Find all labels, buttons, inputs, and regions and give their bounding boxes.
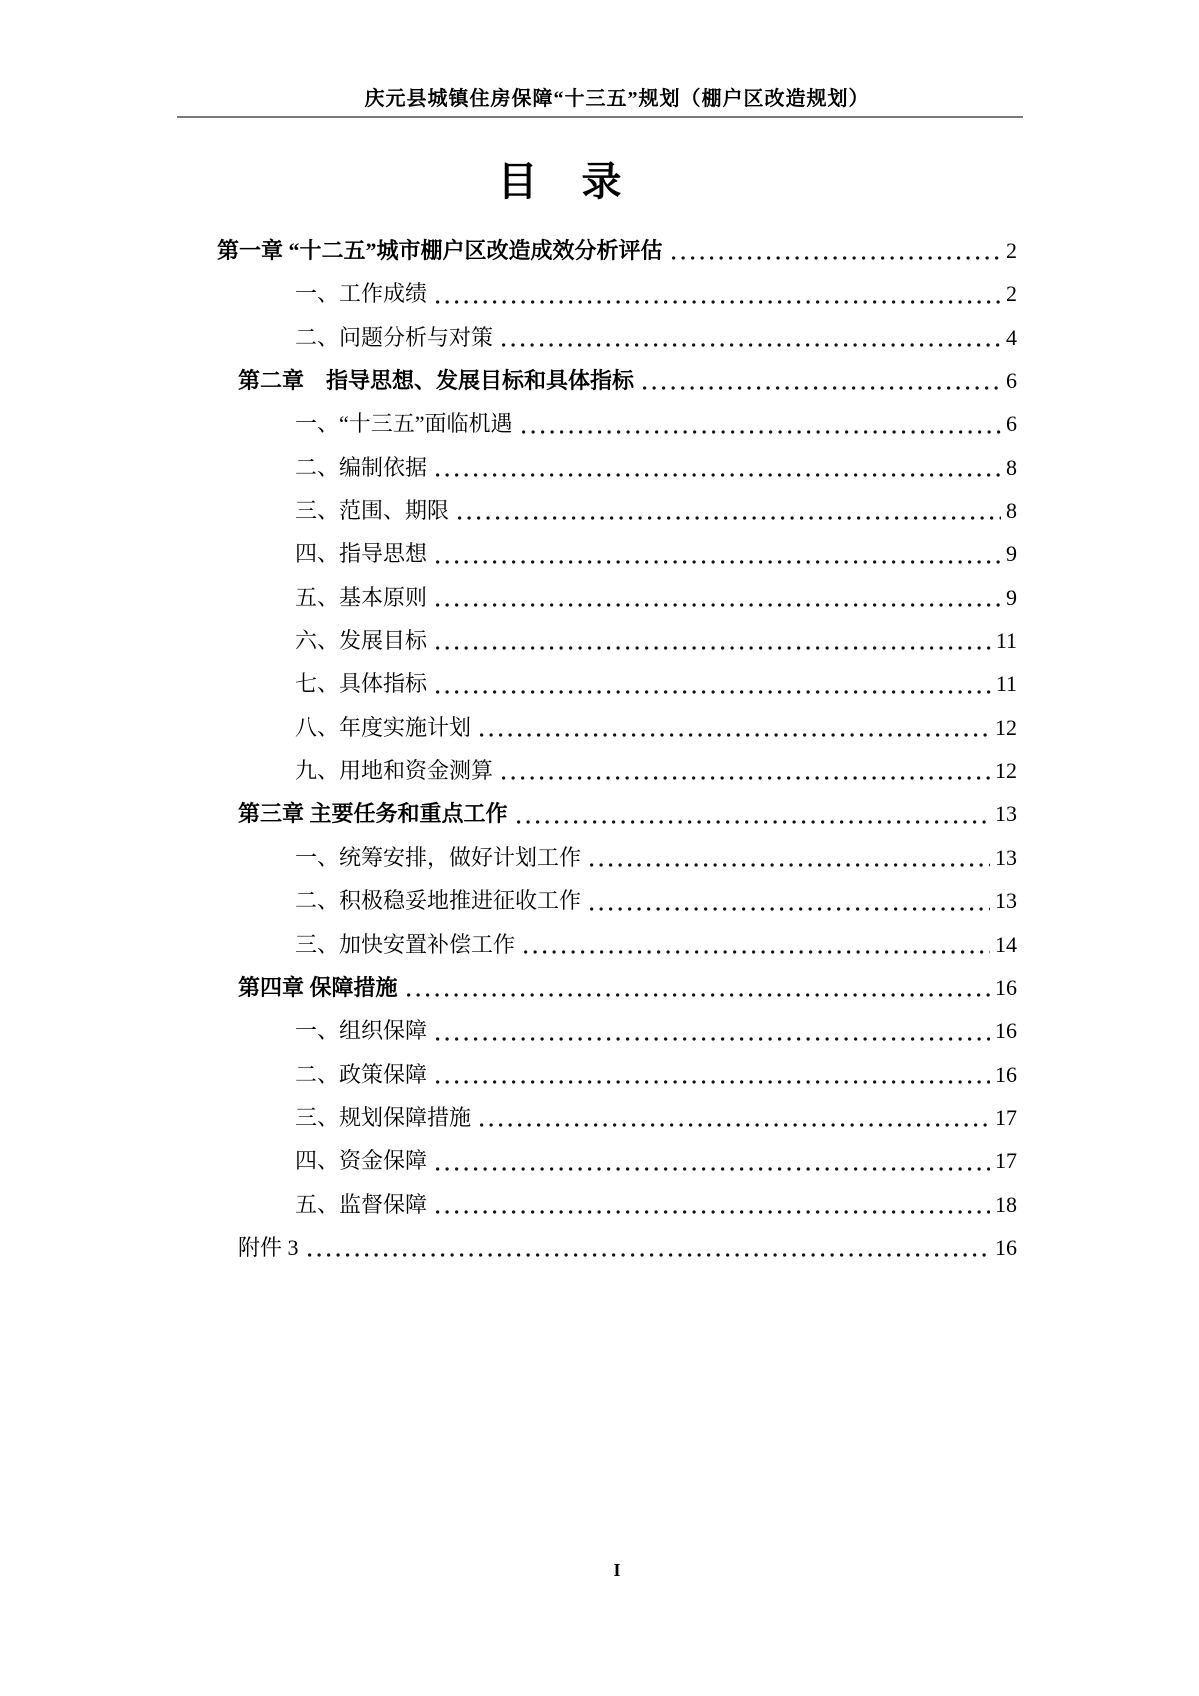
toc-entry-label: 一、工作成绩	[295, 281, 428, 307]
toc-entry-page-number: 16	[995, 1018, 1017, 1044]
dot-leader	[436, 690, 991, 694]
toc-entry	[217, 272, 1017, 315]
toc-entry-label: 二、问题分析与对策	[295, 324, 494, 350]
dot-leader	[436, 560, 1001, 564]
dot-leader	[308, 1253, 990, 1257]
toc-entry-page-number: 16	[995, 1234, 1017, 1260]
dot-leader	[502, 343, 1001, 347]
toc-entry-page-number: 17	[995, 1104, 1017, 1130]
toc-entry-label: 一、统筹安排，做好计划工作	[295, 844, 582, 870]
toc-entry-page-number: 2	[1006, 281, 1017, 307]
dot-leader	[436, 300, 1001, 304]
toc-entry	[217, 662, 1017, 705]
dot-leader	[517, 820, 990, 824]
toc-entry-page-number: 11	[995, 671, 1017, 697]
toc-entry-label: 五、基本原则	[295, 584, 428, 610]
dot-leader	[522, 430, 1001, 434]
page-footer	[35, 1560, 1199, 1581]
toc-entry	[217, 1096, 1017, 1139]
running-header-title: 庆元县城镇住房保障“十三五”规划（棚户区改造规划）	[364, 88, 870, 110]
toc-entry-page-number: 13	[995, 801, 1017, 827]
toc-entry-label: 三、规划保障措施	[295, 1104, 472, 1130]
toc-entry-page-number: 16	[995, 974, 1017, 1000]
toc-entry	[217, 836, 1017, 879]
dot-leader	[502, 776, 990, 780]
toc-entry	[217, 923, 1017, 966]
toc-entry-page-number: 14	[995, 931, 1017, 957]
toc-entry-label: 八、年度实施计划	[295, 714, 472, 740]
toc-entry	[217, 489, 1017, 532]
toc-entry	[217, 576, 1017, 619]
toc-entry-label: 第三章 主要任务和重点工作	[238, 801, 508, 827]
toc-entry	[217, 1226, 1017, 1269]
toc-entry	[217, 532, 1017, 575]
toc-entry-page-number: 6	[1006, 411, 1017, 437]
toc-entry-label: 二、编制依据	[295, 454, 428, 480]
toc-entry-page-number: 13	[995, 844, 1017, 870]
toc-entry-page-number: 11	[995, 628, 1017, 654]
dot-leader	[436, 1210, 990, 1214]
dot-leader	[436, 646, 991, 650]
toc-entry-label: 四、资金保障	[295, 1148, 428, 1174]
toc-entry-page-number: 8	[1006, 498, 1017, 524]
toc-entry-page-number: 9	[1006, 584, 1017, 610]
dot-leader	[436, 1037, 990, 1041]
dot-leader	[590, 907, 990, 911]
toc-entry	[217, 316, 1017, 359]
toc-page-title: 目 录	[497, 160, 624, 204]
dot-leader	[436, 1167, 990, 1171]
toc-entry	[217, 229, 1017, 272]
header-rule	[177, 116, 1023, 118]
dot-leader	[672, 256, 1001, 260]
toc-entry-page-number: 12	[995, 714, 1017, 740]
toc-entry	[217, 966, 1017, 1009]
toc-entry-label: 二、积极稳妥地推进征收工作	[295, 888, 582, 914]
toc-entry	[217, 446, 1017, 489]
toc-entry-page-number: 9	[1006, 541, 1017, 567]
toc-entry-label: 第二章 指导思想、发展目标和具体指标	[238, 368, 635, 394]
dot-leader	[436, 603, 1001, 607]
toc-entry-page-number: 6	[1006, 368, 1017, 394]
dot-leader	[436, 1080, 990, 1084]
dot-leader	[590, 863, 990, 867]
toc-entry-page-number: 12	[995, 758, 1017, 784]
dot-leader	[643, 386, 1001, 390]
dot-leader	[436, 473, 1001, 477]
toc-entry-label: 四、指导思想	[295, 541, 428, 567]
toc-entry-label: 五、监督保障	[295, 1191, 428, 1217]
toc-entry-label: 七、具体指标	[295, 671, 428, 697]
toc-entry	[217, 619, 1017, 662]
dot-leader	[524, 950, 990, 954]
toc-entry-page-number: 2	[1006, 238, 1017, 263]
toc-entry	[217, 1053, 1017, 1096]
toc-entry-label: 附件 3	[238, 1234, 299, 1260]
toc-entry	[217, 706, 1017, 749]
toc-entry-label: 三、加快安置补偿工作	[295, 931, 516, 957]
toc-entry-label: 三、范围、期限	[295, 498, 450, 524]
toc-entry-label: 六、发展目标	[295, 628, 428, 654]
toc-entry-label: 一、“十三五”面临机遇	[295, 411, 513, 437]
footer-page-number: I	[613, 1560, 621, 1580]
toc-entry	[217, 1009, 1017, 1052]
toc-entry	[217, 402, 1017, 445]
table-of-contents	[217, 229, 1017, 1269]
dot-leader	[480, 733, 990, 737]
toc-entry-page-number: 8	[1006, 454, 1017, 480]
toc-entry-label: 第四章 保障措施	[238, 974, 398, 1000]
toc-entry-page-number: 4	[1006, 324, 1017, 350]
toc-entry-label: 九、用地和资金测算	[295, 758, 494, 784]
dot-leader	[458, 516, 1001, 520]
dot-leader	[407, 993, 990, 997]
toc-entry-page-number: 18	[995, 1191, 1017, 1217]
toc-entry-page-number: 16	[995, 1061, 1017, 1087]
dot-leader	[480, 1123, 990, 1127]
toc-entry	[217, 879, 1017, 922]
toc-entry-page-number: 17	[995, 1148, 1017, 1174]
toc-entry-label: 第一章 “十二五”城市棚户区改造成效分析评估	[217, 238, 663, 263]
toc-entry	[217, 1183, 1017, 1226]
toc-entry-label: 二、政策保障	[295, 1061, 428, 1087]
toc-entry	[217, 792, 1017, 835]
toc-entry-page-number: 13	[995, 888, 1017, 914]
toc-entry	[217, 1139, 1017, 1182]
toc-entry	[217, 359, 1017, 402]
toc-entry	[217, 749, 1017, 792]
toc-entry-label: 一、组织保障	[295, 1018, 428, 1044]
